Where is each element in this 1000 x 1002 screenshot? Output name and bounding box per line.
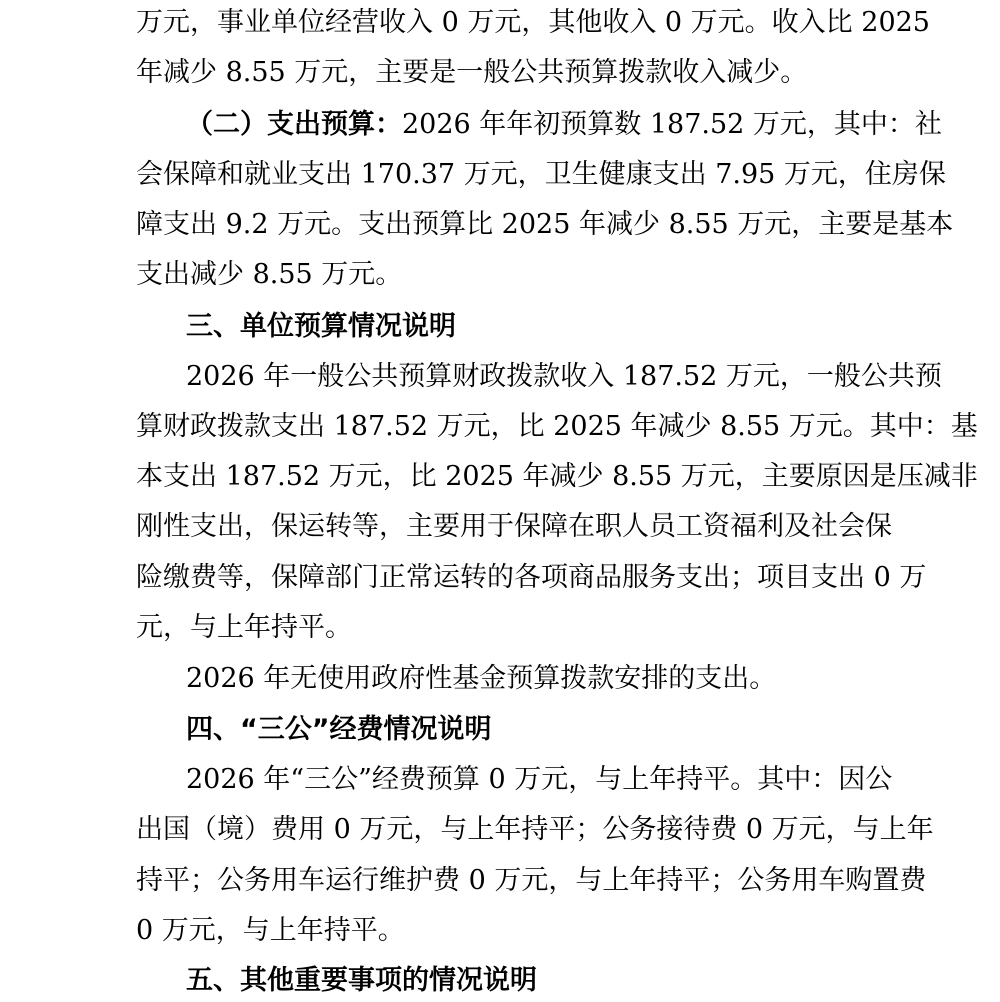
expenditure-budget-label: （二）支出预算： xyxy=(186,109,402,140)
income-tail-line-2: 年减少 8.55 万元，主要是一般公共预算拨款收入减少。 xyxy=(136,57,808,88)
income-tail-line-1: 万元，事业单位经营收入 0 万元，其他收入 0 万元。收入比 2025 xyxy=(136,7,930,38)
expenditure-budget-line-3: 障支出 9.2 万元。支出预算比 2025 年减少 8.55 万元，主要是基本 xyxy=(136,209,954,240)
section3-heading: 三、单位预算情况说明 xyxy=(186,311,456,342)
section3-line-2: 算财政拨款支出 187.52 万元，比 2025 年减少 8.55 万元。其中：基 xyxy=(136,411,978,442)
section3-line-1: 2026 年一般公共预算财政拨款收入 187.52 万元，一般公共预 xyxy=(186,361,942,392)
expenditure-budget-line-4: 支出减少 8.55 万元。 xyxy=(136,259,403,290)
section4-line-4: 0 万元，与上年持平。 xyxy=(136,915,405,946)
expenditure-budget-line-1-text: 2026 年年初预算数 187.52 万元，其中：社 xyxy=(402,109,942,140)
section3-line-3: 本支出 187.52 万元，比 2025 年减少 8.55 万元，主要原因是压减非 xyxy=(136,461,978,492)
expenditure-budget-line-1 xyxy=(186,108,942,142)
section4-line-3: 持平；公务用车运行维护费 0 万元，与上年持平；公务用车购置费 xyxy=(136,865,927,896)
section4-line-2: 出国（境）费用 0 万元，与上年持平；公务接待费 0 万元，与上年 xyxy=(136,814,934,845)
section5-heading: 五、其他重要事项的情况说明 xyxy=(186,965,537,996)
section3-line-5: 险缴费等，保障部门正常运转的各项商品服务支出；项目支出 0 万 xyxy=(136,562,927,593)
section4-line-1: 2026 年“三公”经费预算 0 万元，与上年持平。其中：因公 xyxy=(186,764,893,795)
section3-line-4: 刚性支出，保运转等，主要用于保障在职人员工资福利及社会保 xyxy=(136,511,892,542)
section4-heading: 四、“三公”经费情况说明 xyxy=(186,714,492,745)
section3-line-6: 元，与上年持平。 xyxy=(136,612,352,643)
section3-fund-note: 2026 年无使用政府性基金预算拨款安排的支出。 xyxy=(186,663,777,694)
expenditure-budget-line-2: 会保障和就业支出 170.37 万元，卫生健康支出 7.95 万元，住房保 xyxy=(136,159,946,190)
